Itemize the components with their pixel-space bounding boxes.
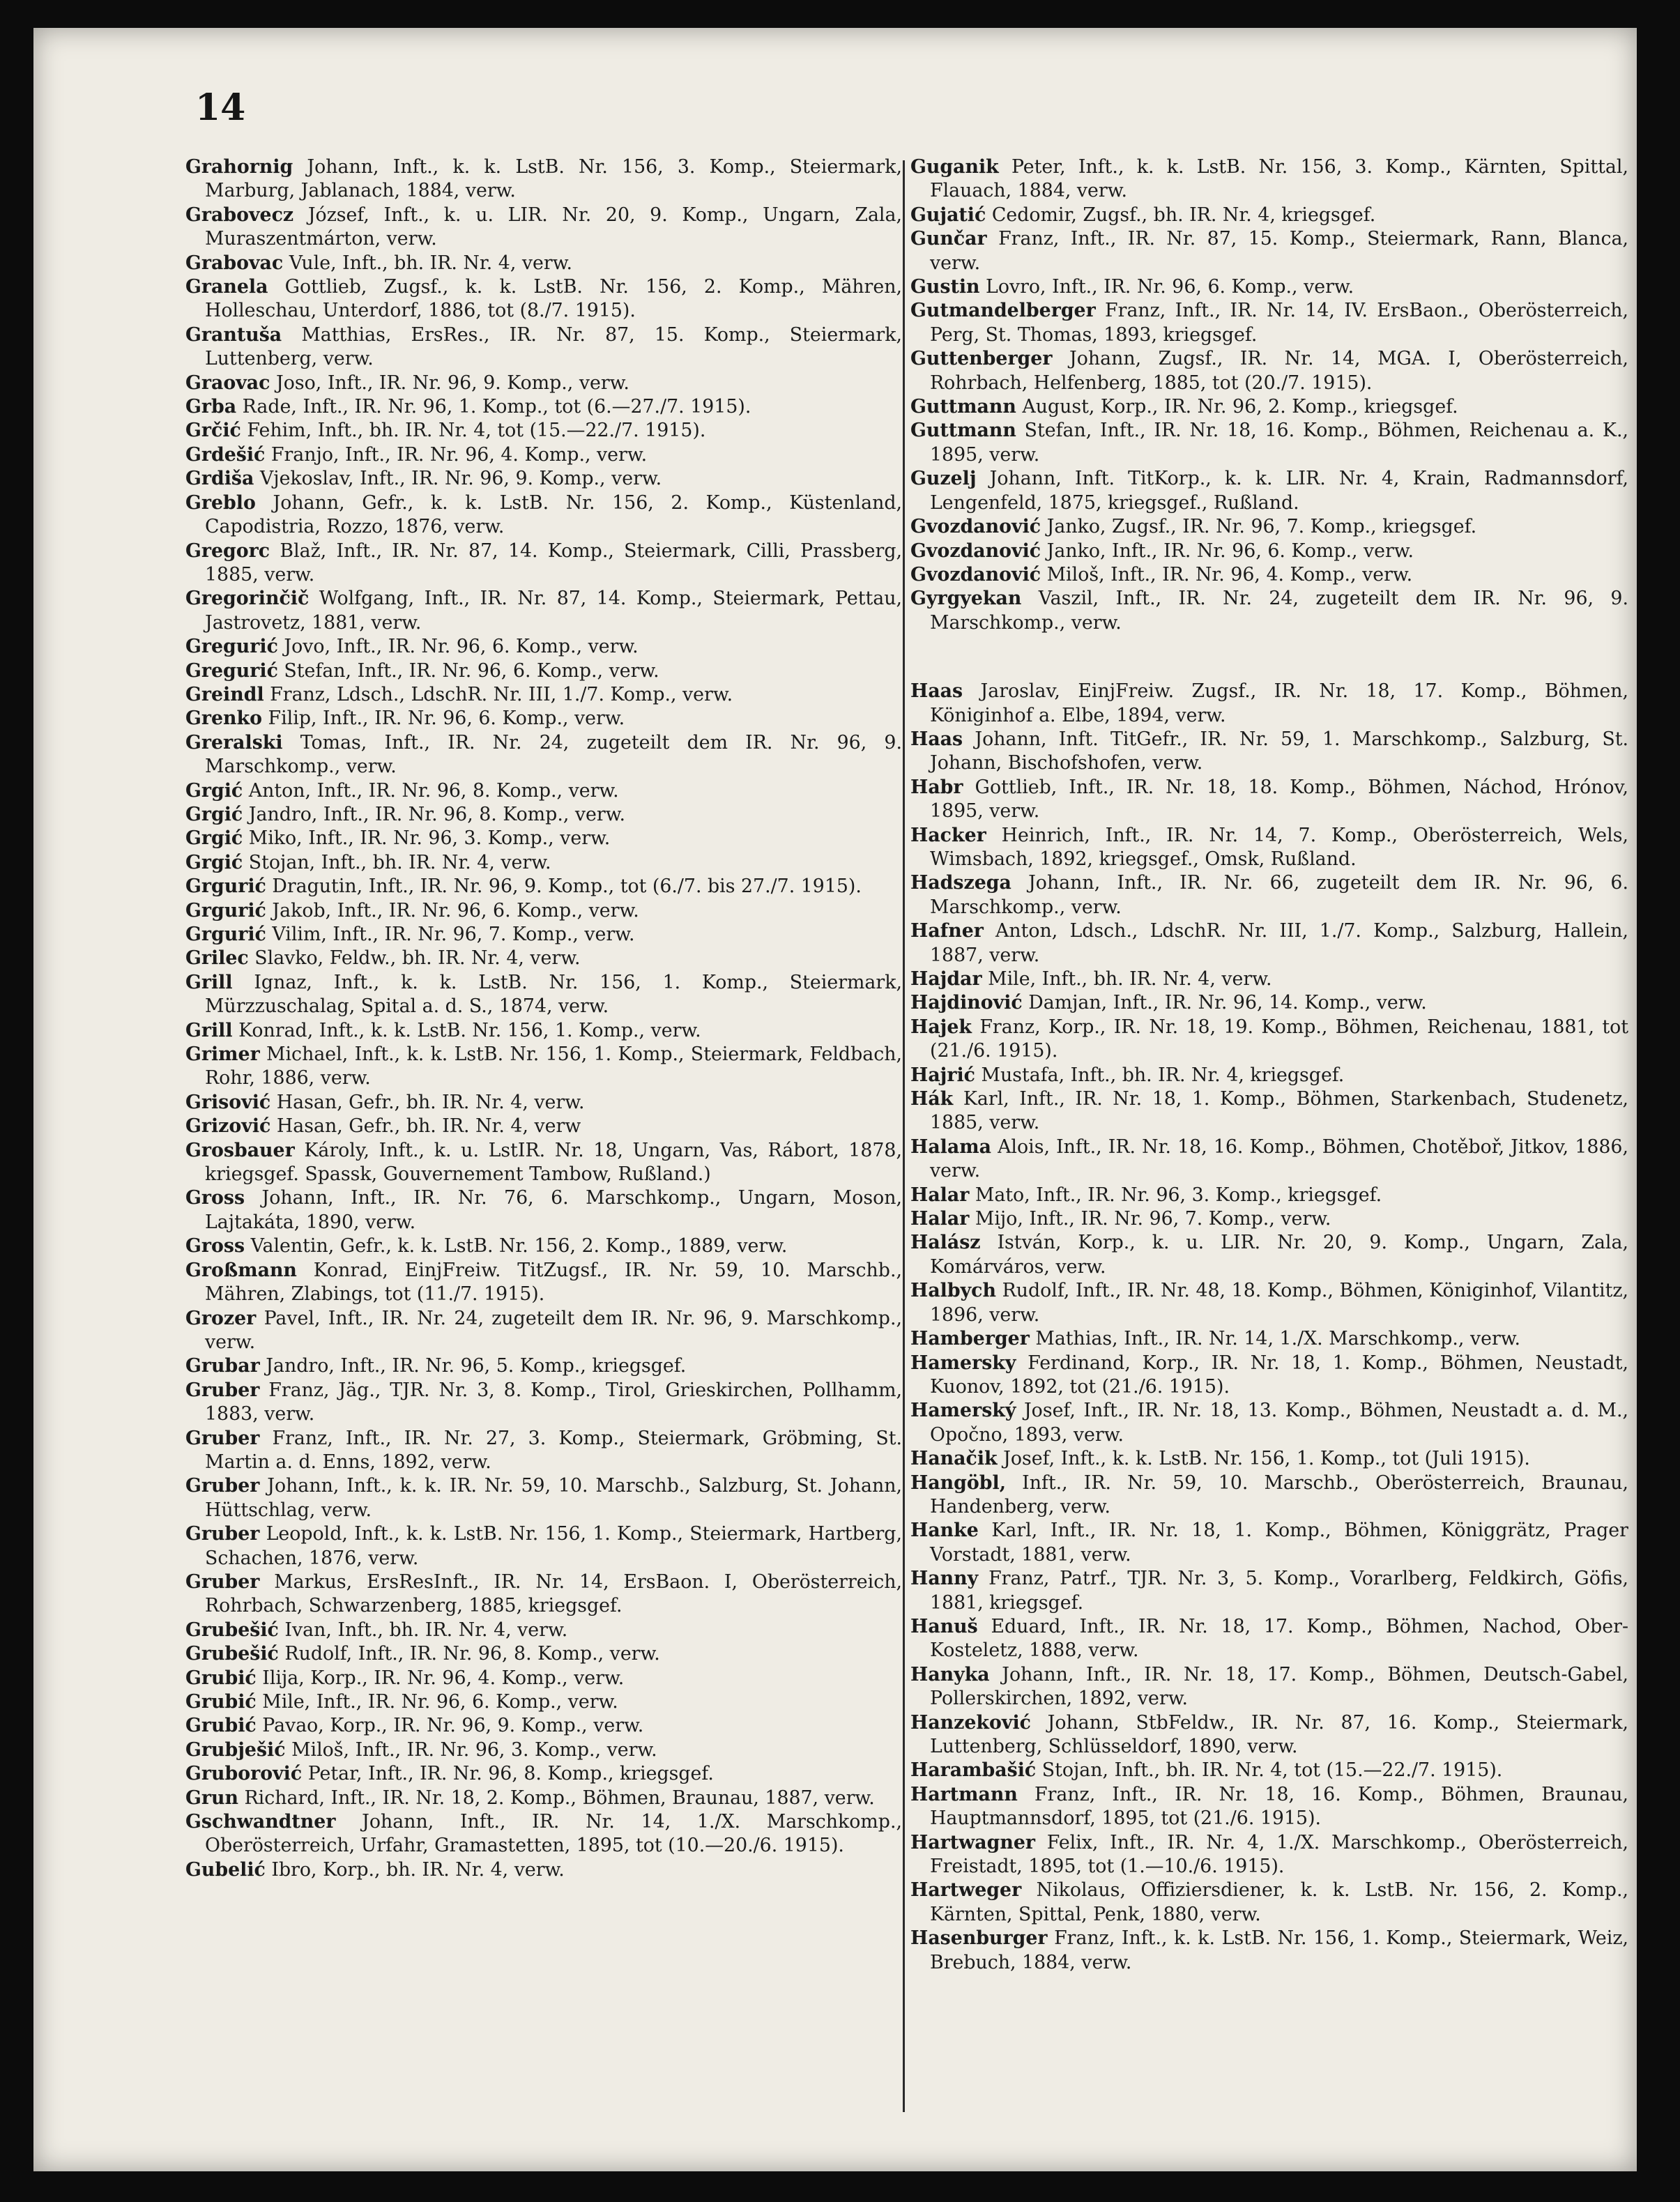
- register-entry: [185, 1690, 902, 1714]
- entry-details: Pavel, Inft., IR. Nr. 24, zugeteilt dem IR. Nr. 96, 9. Marschkomp., verw.: [205, 1307, 902, 1353]
- entry-details: Ferdinand, Korp., IR. Nr. 18, 1. Komp., Böhmen, Neustadt, Kuonov, 1892, tot (21./6. 1915).: [930, 1352, 1628, 1398]
- entry-details: Dragutin, Inft., IR. Nr. 96, 9. Komp., tot (6./7. bis 27./7. 1915).: [272, 876, 862, 898]
- register-entry: [185, 275, 902, 323]
- entry-details: Slavko, Feldw., bh. IR. Nr. 4, verw.: [254, 947, 581, 970]
- register-entry: [185, 1522, 902, 1570]
- register-entry: [185, 1259, 902, 1307]
- entry-surname: Gyrgyekan: [910, 588, 1022, 610]
- entry-details: Gottlieb, Inft., IR. Nr. 18, 18. Komp., Böhmen, Náchod, Hrónov, 1895, verw.: [930, 776, 1628, 823]
- entry-details: Michael, Inft., k. k. LstB. Nr. 156, 1. Komp., Steiermark, Feldbach, Rohr, 1886, verw.: [205, 1043, 902, 1089]
- entry-surname: Hamerský: [910, 1400, 1016, 1422]
- entry-details: Franz, Ldsch., LdschR. Nr. III, 1./7. Komp., verw.: [270, 683, 733, 705]
- register-entry: [910, 1663, 1628, 1711]
- entry-surname: Gregurić: [185, 659, 278, 682]
- entry-details: Peter, Inft., k. k. LstB. Nr. 156, 3. Komp., Kärnten, Spittal, Flauach, 1884, verw.: [930, 156, 1628, 202]
- register-entry: [185, 707, 902, 731]
- register-entry: [910, 1207, 1628, 1231]
- entry-details: Rudolf, Inft., IR. Nr. 48, 18. Komp., Böhmen, Königinhof, Vilantitz, 1896, verw.: [930, 1280, 1628, 1326]
- register-entry: [185, 779, 902, 803]
- entry-surname: Hanyka: [910, 1663, 990, 1685]
- register-entry: [910, 1064, 1628, 1087]
- entry-surname: Hajek: [910, 1016, 972, 1038]
- register-entry: [185, 1570, 902, 1619]
- entry-details: Hasan, Gefr., bh. IR. Nr. 4, verw: [276, 1115, 581, 1138]
- register-entry: [185, 204, 902, 252]
- entry-surname: Grosbauer: [185, 1139, 295, 1161]
- page-number: 14: [195, 86, 246, 129]
- register-entry: [185, 1667, 902, 1690]
- entry-details: Stojan, Inft., bh. IR. Nr. 4, verw.: [248, 851, 551, 873]
- entry-details: Johann, Inft., IR. Nr. 66, zugeteilt dem IR. Nr. 96, 6. Marschkomp., verw.: [930, 872, 1628, 918]
- right-column: [910, 155, 1628, 1975]
- register-entry: [185, 443, 902, 467]
- register-entry: [185, 635, 902, 659]
- entry-details: Franz, Inft., k. k. LstB. Nr. 156, 1. Komp., Steiermark, Weiz, Brebuch, 1884, verw.: [930, 1927, 1628, 1973]
- entry-details: Janko, Inft., IR. Nr. 96, 6. Komp., verw.: [1046, 540, 1414, 562]
- entry-details: Anton, Ldsch., LdschR. Nr. III, 1./7. Komp., Salzburg, Hallein, 1887, verw.: [930, 920, 1629, 966]
- register-entry: [910, 1471, 1628, 1520]
- entry-details: Markus, ErsResInft., IR. Nr. 14, ErsBaon. I, Oberösterreich, Rohrbach, Schwarzenberg, 1885, kriegsgef.: [205, 1570, 902, 1617]
- entry-surname: Guttenberger: [910, 348, 1053, 370]
- entry-details: Nikolaus, Offiziersdiener, k. k. LstB. Nr. 156, 2. Komp., Kärnten, Spittal, Penk, 1880, verw.: [930, 1879, 1628, 1925]
- entry-details: Mile, Inft., IR. Nr. 96, 6. Komp., verw.: [262, 1691, 618, 1713]
- register-entry: [910, 1927, 1628, 1975]
- entry-surname: Hanny: [910, 1568, 979, 1590]
- entry-surname: Gregorinčič: [185, 588, 310, 610]
- register-entry: [910, 1327, 1628, 1351]
- entry-surname: Graovac: [185, 372, 270, 394]
- scanned-page: [33, 28, 1637, 2171]
- entry-surname: Hanačik: [910, 1448, 998, 1470]
- entry-details: Ivan, Inft., bh. IR. Nr. 4, verw.: [284, 1619, 568, 1641]
- entry-surname: Gruber: [185, 1475, 260, 1497]
- entry-details: Franz, Inft., IR. Nr. 87, 15. Komp., Steiermark, Rann, Blanca, verw.: [930, 228, 1628, 274]
- register-entry: [185, 1379, 902, 1427]
- entry-details: Franjo, Inft., IR. Nr. 96, 4. Komp., verw.: [270, 443, 648, 466]
- entry-surname: Halász: [910, 1232, 981, 1254]
- entry-details: Johann, Zugsf., IR. Nr. 14, MGA. I, Oberösterreich, Rohrbach, Helfenberg, 1885, tot (20./7. 1915).: [930, 348, 1628, 394]
- register-entry: [185, 1714, 902, 1738]
- register-entry: [910, 1879, 1628, 1927]
- register-entry: [910, 1783, 1628, 1831]
- entry-surname: Gruber: [185, 1427, 260, 1449]
- entry-surname: Grgić: [185, 851, 243, 873]
- entry-surname: Hasenburger: [910, 1927, 1048, 1950]
- entry-details: Jaroslav, EinjFreiw. Zugsf., IR. Nr. 18, 17. Komp., Böhmen, Königinhof a. Elbe, 1894, verw.: [930, 680, 1628, 726]
- entry-surname: Grantuša: [185, 323, 282, 346]
- entry-surname: Gruber: [185, 1570, 260, 1593]
- entry-surname: Großmann: [185, 1259, 297, 1281]
- register-entry: [910, 991, 1628, 1015]
- entry-details: Vilim, Inft., IR. Nr. 96, 7. Komp., verw.: [272, 924, 635, 945]
- register-entry: [185, 1019, 902, 1043]
- entry-details: Matthias, ErsRes., IR. Nr. 87, 15. Komp., Steiermark, Luttenberg, verw.: [205, 323, 902, 370]
- entry-surname: Hadszega: [910, 872, 1011, 894]
- entry-surname: Guttmann: [910, 396, 1016, 418]
- register-entry: [910, 1447, 1628, 1471]
- register-entry: [910, 1711, 1628, 1759]
- entry-details: Franz, Jäg., TJR. Nr. 3, 8. Komp., Tirol, Grieskirchen, Pollhamm, 1883, verw.: [205, 1379, 902, 1425]
- entry-details: Heinrich, Inft., IR. Nr. 14, 7. Komp., Oberösterreich, Wels, Wimsbach, 1892, kriegsgef., Omsk, Rußland.: [930, 824, 1628, 870]
- register-entry: [910, 1136, 1628, 1184]
- entry-details: Gottlieb, Zugsf., k. k. LstB. Nr. 156, 2. Komp., Mähren, Holleschau, Unterdorf, 1886, tot (8./7. 1915).: [205, 276, 902, 322]
- entry-surname: Grubić: [185, 1691, 257, 1713]
- entry-details: Mathias, Inft., IR. Nr. 14, 1./X. Marschkomp., verw.: [1035, 1328, 1521, 1350]
- entry-surname: Grgurić: [185, 899, 266, 922]
- register-entry: [910, 563, 1628, 587]
- entry-surname: Hartwagner: [910, 1831, 1035, 1853]
- register-entry: [185, 923, 902, 947]
- register-entry: [185, 1474, 902, 1522]
- register-entry: [910, 1352, 1628, 1400]
- entry-surname: Greindl: [185, 683, 264, 705]
- register-entry: [910, 1519, 1628, 1567]
- entry-details: Richard, Inft., IR. Nr. 18, 2. Komp., Böhmen, Braunau, 1887, verw.: [244, 1787, 875, 1809]
- register-entry: [185, 467, 902, 491]
- entry-surname: Gruber: [185, 1523, 260, 1545]
- entry-details: Konrad, Inft., k. k. LstB. Nr. 156, 1. Komp., verw.: [238, 1019, 701, 1041]
- entry-details: Konrad, EinjFreiw. TitZugsf., IR. Nr. 59, 10. Marschb., Mähren, Zlabings, tot (11./7. 1915).: [205, 1259, 902, 1306]
- register-entry: [910, 540, 1628, 563]
- entry-details: Rade, Inft., IR. Nr. 96, 1. Komp., tot (6.—27./7. 1915).: [242, 396, 751, 418]
- register-entry: [910, 1831, 1628, 1879]
- entry-surname: Gruborović: [185, 1763, 303, 1785]
- entry-details: Johann, Inft. TitKorp., k. k. LIR. Nr. 4, Krain, Radmannsdorf, Lengenfeld, 1875, kriegsgef., Rußland.: [930, 468, 1628, 514]
- entry-details: Johann, Inft., k. k. IR. Nr. 59, 10. Marschb., Salzburg, St. Johann, Hüttschlag, verw.: [205, 1475, 902, 1521]
- register-entry: [185, 323, 902, 372]
- entry-surname: Halar: [910, 1184, 970, 1206]
- register-entry: [910, 919, 1628, 968]
- entry-surname: Gruber: [185, 1379, 260, 1401]
- entry-surname: Halar: [910, 1208, 970, 1230]
- entry-surname: Grčić: [185, 420, 241, 442]
- register-entry: [910, 1087, 1628, 1136]
- entry-surname: Hák: [910, 1088, 954, 1110]
- register-entry: [910, 395, 1628, 419]
- entry-details: Petar, Inft., IR. Nr. 96, 8. Komp., kriegsgef.: [307, 1763, 714, 1785]
- entry-surname: Grill: [185, 1019, 233, 1041]
- entry-surname: Haas: [910, 680, 963, 703]
- entry-surname: Grba: [185, 396, 237, 418]
- entry-details: Mile, Inft., bh. IR. Nr. 4, verw.: [988, 968, 1272, 990]
- register-entry: [185, 1810, 902, 1858]
- entry-surname: Hanke: [910, 1520, 979, 1542]
- entry-surname: Guttmann: [910, 420, 1016, 442]
- register-entry: [185, 252, 902, 275]
- entry-surname: Halbych: [910, 1280, 996, 1302]
- entry-surname: Harambašić: [910, 1759, 1037, 1782]
- register-entry: [185, 1091, 902, 1115]
- register-entry: [185, 540, 902, 588]
- entry-details: Vaszil, Inft., IR. Nr. 24, zugeteilt dem IR. Nr. 96, 9. Marschkomp., verw.: [930, 588, 1628, 634]
- entry-details: Fehim, Inft., bh. IR. Nr. 4, tot (15.—22./7. 1915).: [247, 420, 706, 442]
- entry-surname: Grilec: [185, 947, 249, 970]
- entry-surname: Grubić: [185, 1715, 257, 1737]
- left-column: [185, 155, 902, 1882]
- entry-details: Felix, Inft., IR. Nr. 4, 1./X. Marschkomp., Oberösterreich, Freistadt, 1895, tot (1.—10./6. 1915).: [930, 1831, 1628, 1878]
- entry-details: Johann, Inft., IR. Nr. 18, 17. Komp., Böhmen, Deutsch-Gabel, Pollerskirchen, 1892, verw.: [930, 1663, 1628, 1710]
- entry-details: Franz, Inft., IR. Nr. 14, IV. ErsBaon., Oberösterreich, Perg, St. Thomas, 1893, kriegsgef.: [930, 300, 1628, 346]
- entry-details: Stefan, Inft., IR. Nr. 96, 6. Komp., verw.: [284, 659, 659, 682]
- entry-surname: Grgić: [185, 827, 243, 850]
- entry-details: Franz, Inft., IR. Nr. 18, 16. Komp., Böhmen, Braunau, Hauptmannsdorf, 1895, tot (21./6. 1915).: [930, 1783, 1628, 1830]
- entry-surname: Grubić: [185, 1667, 257, 1689]
- register-entry: [185, 1234, 902, 1258]
- entry-surname: Gvozdanović: [910, 563, 1041, 586]
- entry-details: Jovo, Inft., IR. Nr. 96, 6. Komp., verw.: [284, 636, 639, 658]
- register-entry: [910, 204, 1628, 227]
- register-entry: [185, 1043, 902, 1091]
- register-entry: [910, 467, 1628, 515]
- entry-surname: Gutmandelberger: [910, 300, 1096, 322]
- entry-details: Miko, Inft., IR. Nr. 96, 3. Komp., verw.: [248, 827, 611, 850]
- entry-surname: Gregurić: [185, 636, 278, 658]
- entry-surname: Grgić: [185, 803, 243, 825]
- entry-surname: Gunčar: [910, 228, 987, 250]
- register-entry: [185, 1186, 902, 1234]
- register-entry: [185, 851, 902, 875]
- register-entry: [910, 1279, 1628, 1327]
- register-entry: [910, 968, 1628, 991]
- entry-surname: Granela: [185, 276, 268, 298]
- entry-details: Rudolf, Inft., IR. Nr. 96, 8. Komp., verw.: [284, 1643, 660, 1665]
- entry-details: Filip, Inft., IR. Nr. 96, 6. Komp., verw.: [268, 708, 625, 730]
- register-entry: [185, 827, 902, 850]
- register-entry: [910, 1399, 1628, 1447]
- entry-details: Tomas, Inft., IR. Nr. 24, zugeteilt dem IR. Nr. 96, 9. Marschkomp., verw.: [205, 731, 902, 778]
- register-entry: [910, 275, 1628, 299]
- entry-details: Valentin, Gefr., k. k. LstB. Nr. 156, 2. Komp., 1889, verw.: [250, 1235, 788, 1257]
- register-entry: [910, 728, 1628, 776]
- register-entry: [185, 395, 902, 419]
- register-entry: [185, 419, 902, 443]
- entry-details: Franz, Korp., IR. Nr. 18, 19. Komp., Böhmen, Reichenau, 1881, tot (21./6. 1915).: [930, 1016, 1628, 1062]
- register-entry: [185, 659, 902, 683]
- register-entry: [185, 1858, 902, 1882]
- register-entry: [910, 824, 1628, 872]
- entry-surname: Hamersky: [910, 1352, 1016, 1374]
- entry-details: Johann, Inft., k. k. LstB. Nr. 156, 3. Komp., Steiermark, Marburg, Jablanach, 1884, verw.: [205, 156, 902, 202]
- entry-surname: Guganik: [910, 156, 999, 178]
- entry-details: Damjan, Inft., IR. Nr. 96, 14. Komp., verw.: [1028, 992, 1427, 1014]
- entry-details: Hasan, Gefr., bh. IR. Nr. 4, verw.: [276, 1091, 585, 1113]
- entry-details: Ibro, Korp., bh. IR. Nr. 4, verw.: [271, 1858, 565, 1881]
- entry-details: Johann, Inft. TitGefr., IR. Nr. 59, 1. Marschkomp., Salzburg, St. Johann, Bischofshofen, verw.: [930, 728, 1628, 774]
- entry-surname: Grenko: [185, 708, 262, 730]
- entry-surname: Grubar: [185, 1355, 260, 1377]
- register-entry: [185, 1354, 902, 1378]
- register-entry: [185, 1738, 902, 1762]
- register-entry: [185, 803, 902, 827]
- entry-surname: Gujatić: [910, 204, 986, 226]
- entry-details: Lovro, Inft., IR. Nr. 96, 6. Komp., verw.: [986, 276, 1354, 298]
- entry-surname: Gregorc: [185, 540, 270, 562]
- register-entry: [185, 899, 902, 923]
- register-entry: [185, 1619, 902, 1642]
- entry-details: Johann, Inft., IR. Nr. 14, 1./X. Marschkomp., Oberösterreich, Urfahr, Gramastetten, 1895, tot (10.—20./6. 1915).: [205, 1811, 902, 1857]
- entry-surname: Grisović: [185, 1091, 271, 1113]
- register-entry: [185, 1427, 902, 1475]
- entry-surname: Grabovac: [185, 252, 284, 274]
- entry-surname: Grgurić: [185, 876, 266, 898]
- entry-surname: Gvozdanović: [910, 540, 1041, 562]
- entry-details: August, Korp., IR. Nr. 96, 2. Komp., kriegsgef.: [1022, 396, 1458, 418]
- register-entry: [185, 947, 902, 970]
- entry-details: Ignaz, Inft., k. k. LstB. Nr. 156, 1. Komp., Steiermark, Mürzzuschalag, Spital a. d. S., 1874, verw.: [205, 971, 902, 1018]
- entry-details: Cedomir, Zugsf., bh. IR. Nr. 4, kriegsgef.: [991, 204, 1376, 226]
- column-divider: [903, 160, 905, 2112]
- register-entry: [185, 1762, 902, 1786]
- entry-surname: Hacker: [910, 824, 986, 846]
- register-entry: [185, 971, 902, 1019]
- register-entry: [910, 347, 1628, 395]
- entry-surname: Hajdinović: [910, 992, 1023, 1014]
- entry-surname: Grozer: [185, 1307, 257, 1329]
- entry-surname: Grdiša: [185, 468, 254, 490]
- entry-surname: Grahornig: [185, 156, 293, 178]
- register-entry: [910, 871, 1628, 919]
- register-entry: [185, 1115, 902, 1138]
- entry-details: Janko, Zugsf., IR. Nr. 96, 7. Komp., kriegsgef.: [1046, 516, 1477, 538]
- register-entry: [185, 683, 902, 707]
- entry-details: István, Korp., k. u. LIR. Nr. 20, 9. Komp., Ungarn, Zala, Komárváros, verw.: [930, 1232, 1628, 1278]
- entry-details: Karl, Inft., IR. Nr. 18, 1. Komp., Böhmen, Königgrätz, Prager Vorstadt, 1881, verw.: [930, 1520, 1628, 1566]
- entry-details: Stefan, Inft., IR. Nr. 18, 16. Komp., Böhmen, Reichenau a. K., 1895, verw.: [930, 420, 1628, 466]
- entry-details: Franz, Inft., IR. Nr. 27, 3. Komp., Steiermark, Gröbming, St. Martin a. d. Enns, 1892, verw.: [205, 1427, 902, 1473]
- entry-surname: Hanzeković: [910, 1711, 1031, 1734]
- entry-surname: Guzelj: [910, 468, 977, 490]
- entry-details: Leopold, Inft., k. k. LstB. Nr. 156, 1. Komp., Steiermark, Hartberg, Schachen, 1876, verw.: [205, 1523, 902, 1569]
- entry-surname: Gross: [185, 1235, 245, 1257]
- entry-surname: Grubješić: [185, 1738, 286, 1761]
- register-entry: [910, 1184, 1628, 1207]
- register-entry: [185, 155, 902, 204]
- entry-details: Franz, Patrf., TJR. Nr. 3, 5. Komp., Vorarlberg, Feldkirch, Göfis, 1881, kriegsgef.: [930, 1568, 1628, 1614]
- entry-surname: Gustin: [910, 276, 980, 298]
- entry-details: Ilija, Korp., IR. Nr. 96, 4. Komp., verw.: [262, 1667, 625, 1689]
- entry-details: Joso, Inft., IR. Nr. 96, 9. Komp., verw.: [276, 372, 629, 394]
- entry-surname: Grill: [185, 971, 233, 993]
- entry-details: Eduard, Inft., IR. Nr. 18, 17. Komp., Böhmen, Nachod, Ober-Kosteletz, 1888, verw.: [930, 1615, 1628, 1662]
- entry-surname: Hafner: [910, 920, 984, 942]
- entry-surname: Gschwandtner: [185, 1811, 336, 1833]
- entry-surname: Grubešić: [185, 1643, 279, 1665]
- entry-details: Stojan, Inft., bh. IR. Nr. 4, tot (15.—22./7. 1915).: [1041, 1759, 1503, 1782]
- entry-surname: Hanuš: [910, 1615, 978, 1637]
- register-entry: [185, 1139, 902, 1187]
- entry-details: Vjekoslav, Inft., IR. Nr. 96, 9. Komp., verw.: [259, 468, 662, 490]
- register-entry: [185, 875, 902, 899]
- entry-details: Josef, Inft., k. k. LstB. Nr. 156, 1. Komp., tot (Juli 1915).: [1003, 1448, 1530, 1470]
- entry-surname: Greblo: [185, 491, 256, 514]
- register-entry: [185, 491, 902, 540]
- register-entry: [185, 1787, 902, 1810]
- entry-details: Inft., IR. Nr. 59, 10. Marschb., Oberösterreich, Braunau, Handenberg, verw.: [930, 1471, 1628, 1517]
- entry-details: Mustafa, Inft., bh. IR. Nr. 4, kriegsgef.: [981, 1064, 1345, 1086]
- register-entry: [910, 1016, 1628, 1064]
- entry-details: Károly, Inft., k. u. LstIR. Nr. 18, Ungarn, Vas, Rábort, 1878, kriegsgef. Spassk, Gouvernement Tambow, Rußland.): [205, 1139, 902, 1186]
- register-entry: [910, 776, 1628, 824]
- entry-details: Josef, Inft., IR. Nr. 18, 13. Komp., Böhmen, Neustadt a. d. M., Opočno, 1893, verw.: [930, 1400, 1628, 1446]
- entry-surname: Hajdar: [910, 968, 982, 990]
- entry-surname: Halama: [910, 1136, 991, 1158]
- register-entry: [185, 731, 902, 779]
- register-entry: [910, 299, 1628, 347]
- entry-surname: Grgić: [185, 779, 243, 802]
- register-entry: [910, 587, 1628, 635]
- entry-surname: Gvozdanović: [910, 516, 1041, 538]
- entry-surname: Hajrić: [910, 1064, 975, 1086]
- entry-surname: Grun: [185, 1787, 238, 1809]
- register-entry: [910, 1231, 1628, 1279]
- entry-surname: Grimer: [185, 1043, 260, 1066]
- entry-details: Johann, StbFeldw., IR. Nr. 87, 16. Komp., Steiermark, Luttenberg, Schlüsseldorf, 1890, verw.: [930, 1711, 1628, 1757]
- register-entry: [185, 587, 902, 635]
- entry-surname: Grabovecz: [185, 204, 294, 226]
- entry-surname: Hartmann: [910, 1783, 1018, 1805]
- register-entry: [185, 1642, 902, 1666]
- register-entry: [910, 419, 1628, 467]
- entry-surname: Gross: [185, 1187, 245, 1209]
- entry-surname: Gubelić: [185, 1858, 266, 1881]
- register-entry: [910, 1759, 1628, 1782]
- entry-details: Miloš, Inft., IR. Nr. 96, 4. Komp., verw.: [1046, 563, 1413, 586]
- entry-details: Blaž, Inft., IR. Nr. 87, 14. Komp., Steiermark, Cilli, Prassberg, 1885, verw.: [205, 540, 902, 586]
- entry-details: Johann, Inft., IR. Nr. 76, 6. Marschkomp., Ungarn, Moson, Lajtakáta, 1890, verw.: [205, 1187, 902, 1233]
- entry-details: Alois, Inft., IR. Nr. 18, 16. Komp., Böhmen, Chotěboř, Jitkov, 1886, verw.: [930, 1136, 1628, 1182]
- entry-details: Karl, Inft., IR. Nr. 18, 1. Komp., Böhmen, Starkenbach, Studenetz, 1885, verw.: [930, 1088, 1628, 1134]
- entry-surname: Hamberger: [910, 1328, 1030, 1350]
- register-entry: [910, 227, 1628, 275]
- entry-details: Pavao, Korp., IR. Nr. 96, 9. Komp., verw.: [262, 1715, 644, 1737]
- entry-surname: Habr: [910, 776, 963, 798]
- entry-details: Mijo, Inft., IR. Nr. 96, 7. Komp., verw.: [975, 1208, 1331, 1230]
- register-entry: [910, 680, 1628, 728]
- entry-details: Miloš, Inft., IR. Nr. 96, 3. Komp., verw.: [291, 1738, 657, 1761]
- register-entry: [910, 155, 1628, 204]
- entry-surname: Hartweger: [910, 1879, 1022, 1902]
- entry-surname: Grubešić: [185, 1619, 279, 1641]
- entry-details: Vule, Inft., bh. IR. Nr. 4, verw.: [289, 252, 572, 274]
- entry-surname: Grizović: [185, 1115, 271, 1138]
- entry-details: Anton, Inft., IR. Nr. 96, 8. Komp., verw.: [248, 779, 619, 802]
- entry-details: Jandro, Inft., IR. Nr. 96, 8. Komp., verw.: [248, 803, 625, 825]
- register-entry: [185, 1307, 902, 1355]
- register-entry: [185, 372, 902, 395]
- entry-surname: Grgurić: [185, 924, 266, 945]
- entry-surname: Haas: [910, 728, 963, 750]
- entry-details: Jandro, Inft., IR. Nr. 96, 5. Komp., kriegsgef.: [266, 1355, 687, 1377]
- entry-details: Mato, Inft., IR. Nr. 96, 3. Komp., kriegsgef.: [975, 1184, 1382, 1206]
- entry-details: József, Inft., k. u. LIR. Nr. 20, 9. Komp., Ungarn, Zala, Muraszentmárton, verw.: [205, 204, 902, 250]
- entry-details: Wolfgang, Inft., IR. Nr. 87, 14. Komp., Steiermark, Pettau, Jastrovetz, 1881, verw.: [205, 588, 902, 634]
- entry-details: Jakob, Inft., IR. Nr. 96, 6. Komp., verw.: [272, 899, 639, 922]
- entry-surname: Greralski: [185, 731, 283, 754]
- register-entry: [910, 515, 1628, 539]
- register-entry: [910, 1615, 1628, 1663]
- entry-details: Johann, Gefr., k. k. LstB. Nr. 156, 2. Komp., Küstenland, Capodistria, Rozzo, 1876, verw.: [205, 491, 902, 538]
- register-entry: [910, 1567, 1628, 1615]
- entry-surname: Hangöbl,: [910, 1471, 1007, 1494]
- entry-surname: Grdešić: [185, 443, 266, 466]
